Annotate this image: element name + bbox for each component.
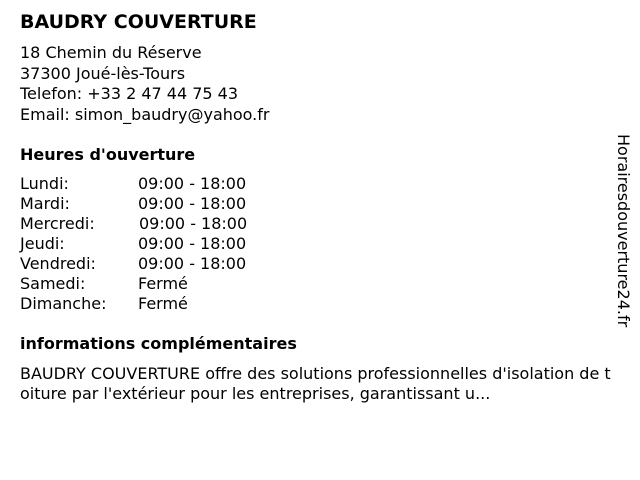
time-value: 09:00 - 18:00: [138, 194, 247, 213]
time-value: 09:00 - 18:00: [138, 174, 247, 193]
site-watermark: Horairesdouverture24.fr: [614, 134, 633, 328]
time-value: 09:00 - 18:00: [138, 254, 247, 273]
time-value: 09:00 - 18:00: [139, 214, 248, 233]
time-value: Fermé: [138, 294, 188, 313]
time-value: Fermé: [138, 274, 188, 293]
time-value: 09:00 - 18:00: [138, 234, 247, 253]
day-label: Dimanche:: [20, 294, 107, 313]
phone-number: Telefon: +33 2 47 44 75 43: [20, 84, 239, 103]
day-label: Jeudi:: [20, 234, 65, 253]
email-address: Email: simon_baudry@yahoo.fr: [20, 104, 270, 124]
business-name: BAUDRY COUVERTURE: [20, 11, 257, 33]
day-label: Vendredi:: [20, 254, 96, 273]
additional-info-heading: informations complémentaires: [20, 334, 297, 353]
business-description: BAUDRY COUVERTURE offre des solutions professionnelles d'isolation de toiture par l'extérieur pour les entreprises, garantissant u...: [20, 364, 611, 403]
day-label: Lundi:: [20, 174, 69, 193]
address-city: 37300 Joué-lès-Tours: [20, 63, 186, 83]
day-label: Samedi:: [20, 274, 86, 293]
address-street: 18 Chemin du Réserve: [20, 43, 202, 62]
contact-block: [20, 43, 269, 125]
day-label: Mercredi:: [20, 214, 95, 233]
opening-hours-heading: Heures d'ouverture: [20, 145, 196, 164]
day-label: Mardi:: [20, 194, 70, 213]
